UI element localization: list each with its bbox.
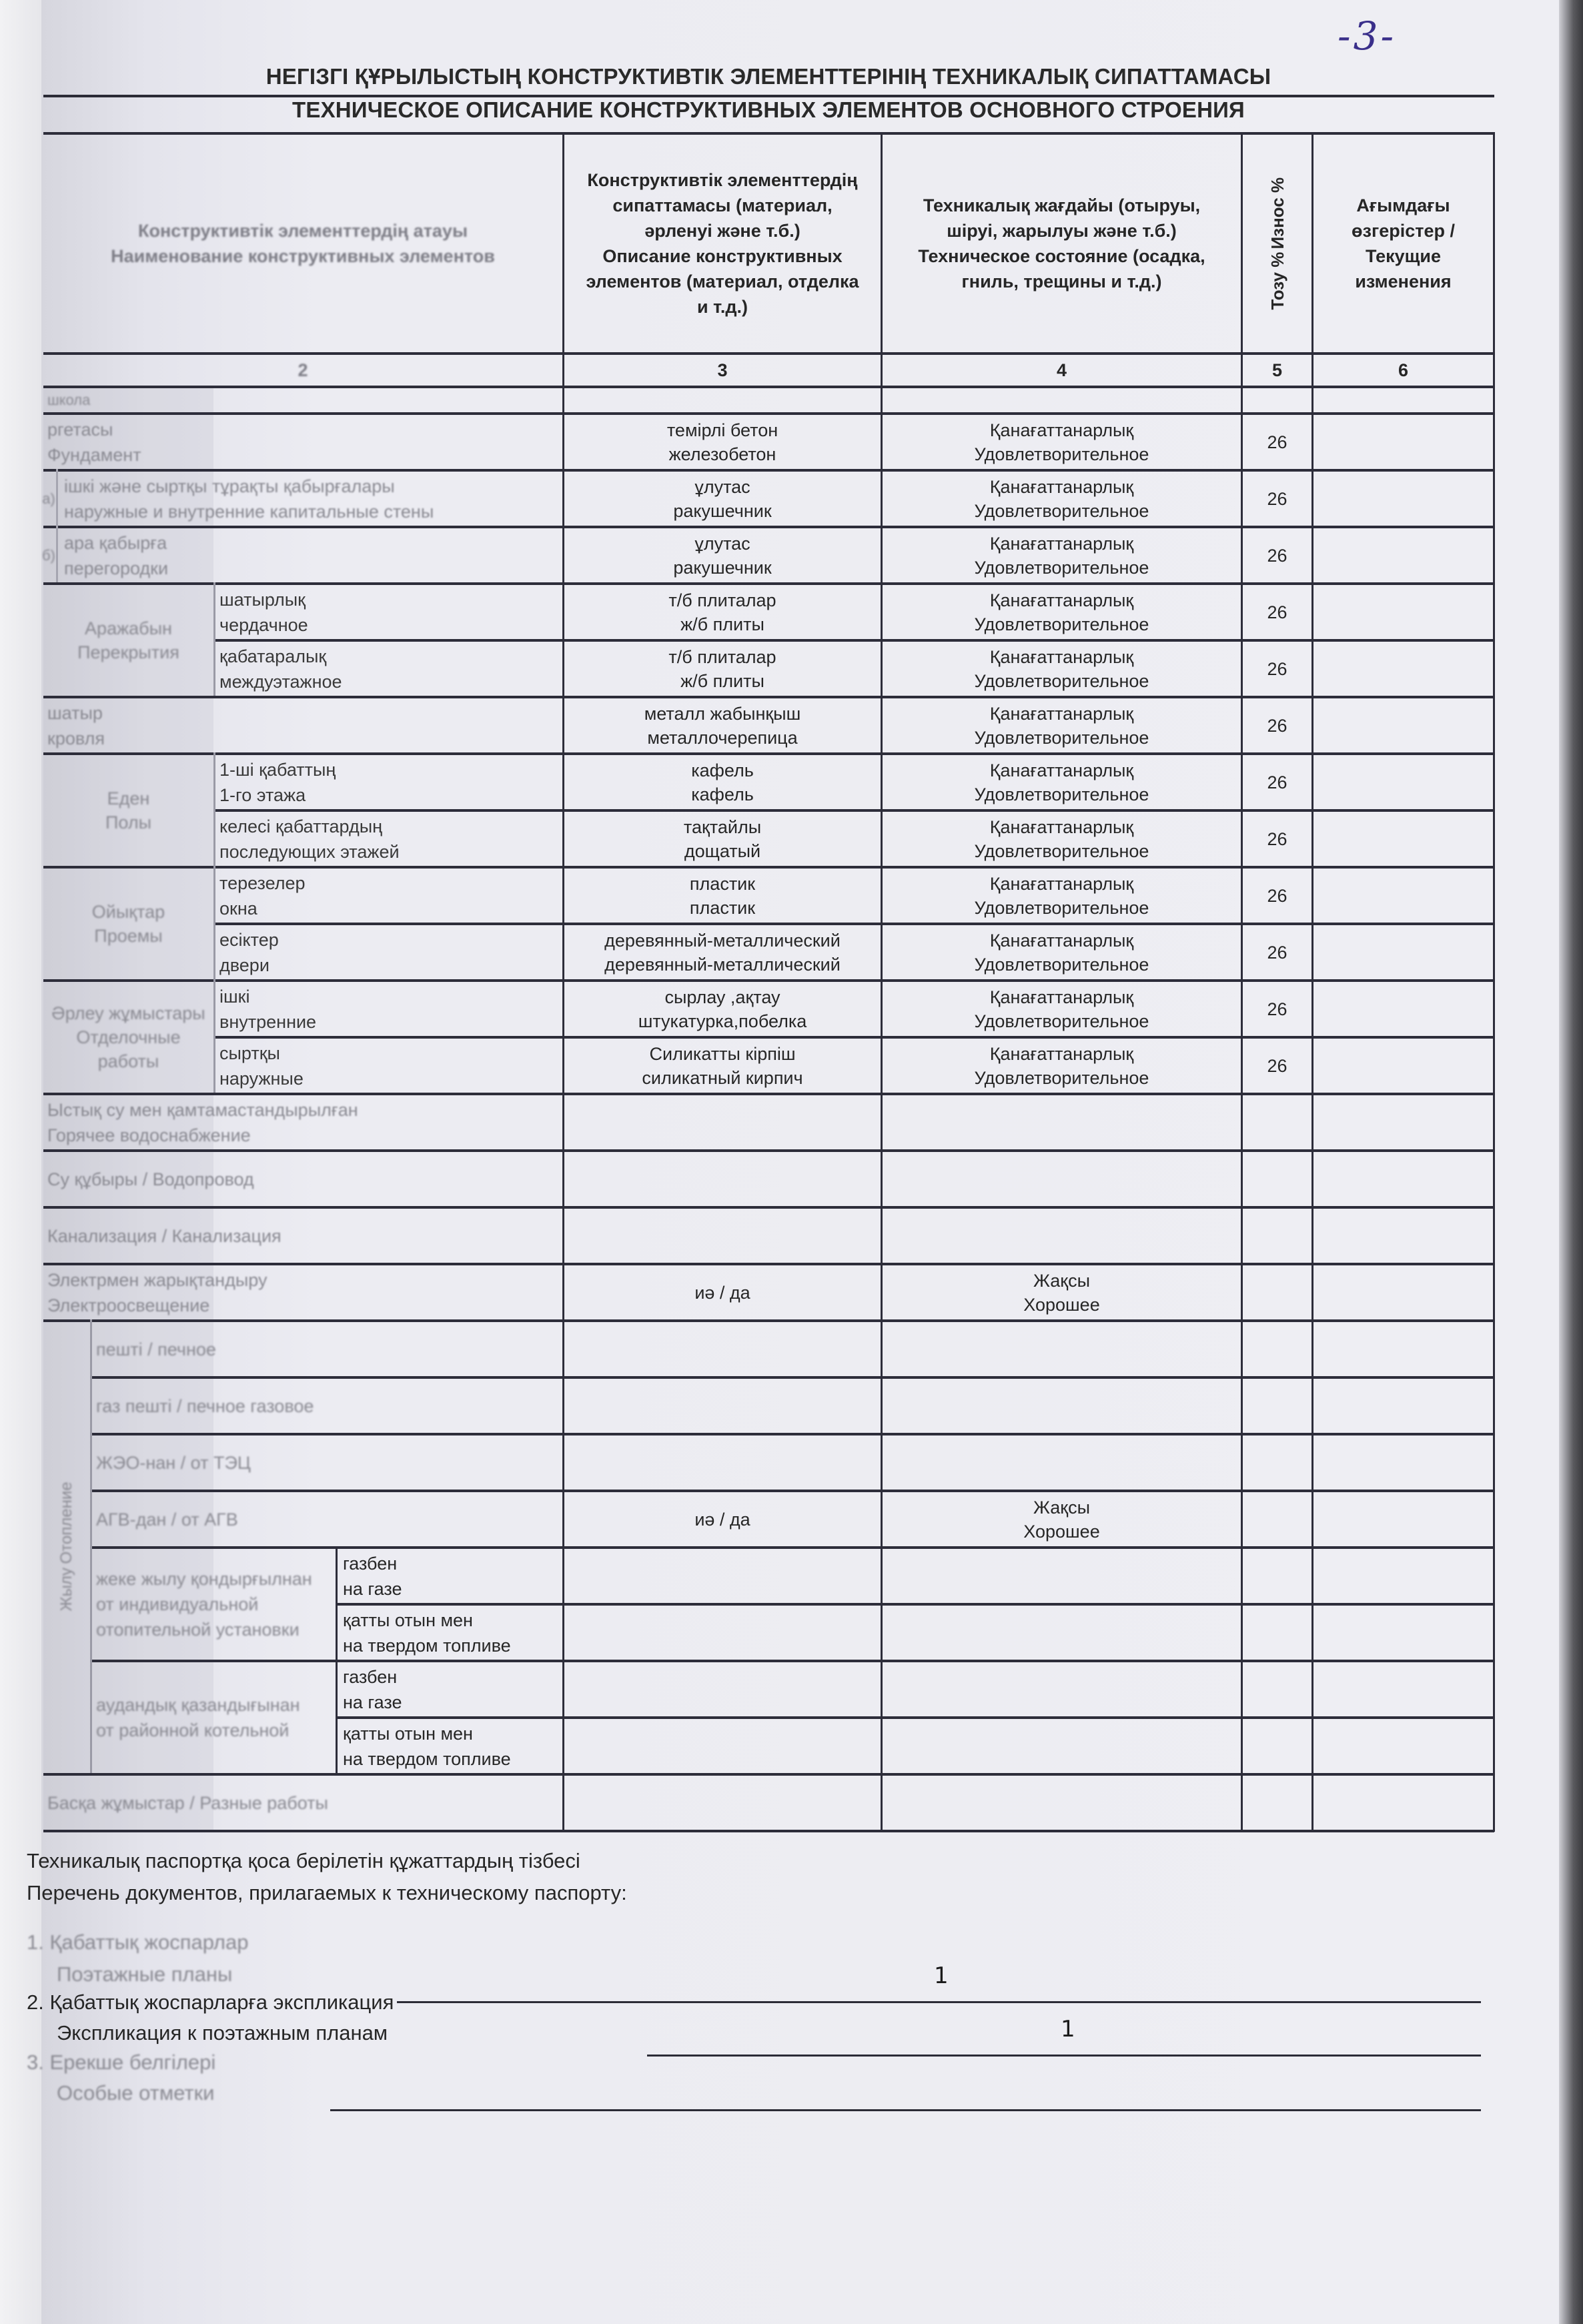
element-name-line: окна: [219, 896, 257, 921]
element-name-line: келесі қабаттардың: [219, 814, 382, 839]
title-kz: НЕГІЗГІ ҚҰРЫЛЫСТЫҢ КОНСТРУКТИВТІК ЭЛЕМЕНТТЕРІНІҢ ТЕХНИКАЛЫҚ СИПАТТАМАСЫ: [266, 64, 1271, 89]
header-line: Текущие: [1365, 246, 1442, 266]
cell-line: Удовлетворительное: [974, 840, 1149, 861]
other-works-label: Басқа жұмыстар / Разные работы: [47, 1792, 328, 1813]
material-cell: [564, 982, 881, 1036]
wear-percent: [1243, 1209, 1311, 1263]
cell-line: темірлі бетон: [666, 420, 778, 440]
condition-cell: [883, 982, 1241, 1036]
fuel-type-line: на твердом топливе: [343, 1635, 511, 1656]
cell-line: Перекрытия: [77, 642, 179, 662]
header-line: изменения: [1355, 271, 1452, 292]
condition-cell: [883, 925, 1241, 979]
material-cell: [564, 1265, 881, 1319]
wear-percent: [1243, 1095, 1311, 1149]
cell-line: Хорошее: [1023, 1294, 1100, 1315]
current-changes: [1313, 642, 1493, 696]
element-name: [215, 868, 562, 923]
heating-source-line: от индивидуальной: [96, 1594, 259, 1614]
element-name: [215, 585, 562, 639]
element-name-line: двери: [219, 953, 270, 978]
material-cell: [564, 1322, 881, 1376]
attachments-heading-kz: Техникалық паспортқа қоса берілетін құжаттардың тізбесі: [27, 1849, 580, 1872]
scan-right-edge: [1559, 0, 1583, 2324]
cell-line: работы: [97, 1051, 159, 1071]
element-name-line: 1-го этажа: [219, 782, 306, 808]
heating-type-name: ЖЭО-нан / от ТЭЦ: [96, 1452, 251, 1473]
element-name-line: последующих этажей: [219, 839, 400, 864]
wear-percent: 26: [1267, 772, 1287, 792]
cell-line: Удовлетворительное: [974, 500, 1149, 521]
row-group-label: [43, 585, 213, 696]
material-cell: [564, 585, 881, 639]
cell-line: кафель: [691, 760, 754, 780]
cell-line: Қанағаттанарлық: [989, 590, 1134, 610]
header-col2-ru: Наименование конструктивных элементов: [111, 246, 495, 266]
cell-line: Жақсы: [1033, 1497, 1090, 1518]
wear-percent: 26: [1267, 1055, 1287, 1076]
heating-type-name: пештi / печное: [96, 1339, 216, 1359]
cell-line: Әрлеу жұмыстары: [51, 1003, 205, 1023]
current-changes: [1313, 415, 1493, 469]
current-changes: [1313, 925, 1493, 979]
fuel-type: [339, 1662, 562, 1716]
element-name-line: сыртқы: [219, 1041, 280, 1066]
cell-line: Удовлетворительное: [974, 557, 1149, 578]
element-name: [215, 925, 562, 979]
attachment-2-value: 1: [1061, 2016, 1075, 2043]
element-name-line: Горячее водоснабжение: [47, 1125, 251, 1145]
condition-cell: [883, 1492, 1241, 1546]
cell-line: железобетон: [668, 444, 776, 464]
cell-line: Полы: [105, 812, 151, 832]
element-name-line: қабатаралық: [219, 644, 326, 669]
fuel-type-line: на газе: [343, 1578, 402, 1599]
cell-line: ж/б плиты: [680, 614, 764, 634]
header-col3: [564, 135, 881, 352]
attachment-2-kz: 2. Қабаттық жоспарларға экспликация: [27, 1990, 394, 2014]
condition-cell: [883, 1209, 1241, 1263]
cell-line: Удовлетворительное: [974, 954, 1149, 975]
cell-line: Қанағаттанарлық: [989, 646, 1134, 667]
wear-percent: 26: [1267, 488, 1287, 509]
cell-line: Проемы: [94, 926, 163, 946]
heating-group-line: Отопление: [57, 1481, 75, 1564]
table-bottom-border: [43, 1830, 1494, 1832]
element-name: [60, 472, 560, 526]
header-line: әрленуі және т.б.): [644, 221, 801, 241]
cell-line: Удовлетворительное: [974, 727, 1149, 748]
attachment-1-line: [397, 2001, 1481, 2003]
element-name: [43, 698, 562, 752]
material-cell: [564, 812, 881, 866]
row-marker: б): [42, 546, 55, 564]
fuel-type: [339, 1606, 562, 1660]
condition-cell: [883, 585, 1241, 639]
condition-cell: [883, 415, 1241, 469]
material-cell: [564, 868, 881, 923]
current-changes: [1313, 698, 1493, 752]
header-line: сипаттамасы (материал,: [612, 195, 833, 215]
colnum-5: 5: [1271, 360, 1283, 380]
material-cell: [564, 1209, 881, 1263]
cell-line: Удовлетворительное: [974, 1011, 1149, 1031]
current-changes: [1313, 868, 1493, 923]
element-name: [43, 1095, 562, 1149]
element-name-line: шатыр: [47, 702, 103, 723]
material-cell: [564, 1435, 881, 1490]
material-cell: [564, 642, 881, 696]
header-line: и т.д.): [696, 297, 748, 317]
element-name: [43, 1265, 562, 1319]
header-line: элементов (материал, отделка: [586, 271, 859, 292]
element-name-line: Фундамент: [47, 444, 141, 465]
element-name-line: ара қабырға: [64, 532, 167, 553]
header-line: Описание конструктивных: [602, 246, 843, 266]
attachments-heading-ru: Перечень документов, прилагаемых к техническому паспорту:: [27, 1881, 627, 1904]
heating-group-text: [57, 1482, 77, 1612]
wear-percent: 26: [1267, 715, 1287, 736]
wear-percent: [1243, 1152, 1311, 1206]
fuel-type-line: на газе: [343, 1692, 402, 1712]
element-name: [215, 812, 562, 866]
element-name: [215, 755, 562, 809]
heating-source-name: [92, 1662, 334, 1773]
condition-cell: [883, 642, 1241, 696]
header-line: Ағымдағы: [1356, 195, 1450, 215]
material-cell: [564, 1039, 881, 1093]
material-cell: [564, 1379, 881, 1433]
cell-line: Қанағаттанарлық: [989, 476, 1134, 497]
element-name-line: терезелер: [219, 870, 306, 896]
element-name-line: 1-ші қабаттың: [219, 757, 336, 782]
material-cell: [564, 1152, 881, 1206]
cell-line: Жақсы: [1033, 1270, 1090, 1291]
cell-line: дощатый: [684, 840, 761, 861]
title-ru: ТЕХНИЧЕСКОЕ ОПИСАНИЕ КОНСТРУКТИВНЫХ ЭЛЕМЕНТОВ ОСНОВНОГО СТРОЕНИЯ: [292, 97, 1245, 122]
cell-line: иә / да: [694, 1282, 750, 1303]
cell-line: пластик: [689, 897, 756, 918]
cell-line: ұлутас: [694, 476, 750, 497]
heating-type-name: газ пештi / печное газовое: [96, 1395, 314, 1416]
cell-line: Удовлетворительное: [974, 670, 1149, 691]
wear-percent: 26: [1267, 545, 1287, 566]
header-col2-kz: Конструктивтік элементтердің атауы: [137, 221, 468, 241]
wear-percent: 26: [1267, 432, 1287, 452]
table-right-border: [1493, 132, 1495, 1832]
cell-line: Қанағаттанарлық: [989, 930, 1134, 951]
attachment-1-value: 1: [934, 1962, 949, 1989]
header-line: Техникалық жағдайы (отыруы,: [923, 195, 1201, 215]
element-name-line: внутренние: [219, 1009, 316, 1035]
element-name-line: междуэтажное: [219, 669, 342, 694]
current-changes: [1313, 1209, 1493, 1263]
condition-cell: [883, 1379, 1241, 1433]
cell-line: Удовлетворительное: [974, 1067, 1149, 1088]
heating-source-line: отопительной установки: [96, 1620, 300, 1640]
handwritten-page-number: -3-: [1338, 13, 1397, 59]
attachment-1-kz: 1. Қабаттық жоспарлар: [27, 1930, 249, 1954]
condition-cell: [883, 1095, 1241, 1149]
colnum-4: 4: [1056, 360, 1067, 380]
cell-line: ұлутас: [694, 533, 750, 554]
cell-line: Қанағаттанарлық: [989, 873, 1134, 894]
condition-cell: [883, 1435, 1241, 1490]
header-col6: [1313, 135, 1493, 352]
cell-line: ракушечник: [673, 557, 772, 578]
cell-line: Еден: [107, 788, 150, 808]
cell-line: Қанағаттанарлық: [989, 760, 1134, 780]
header-line: Износ %: [1267, 177, 1287, 249]
material-cell: [564, 1095, 881, 1149]
cell-line: Қанағаттанарлық: [989, 533, 1134, 554]
cell-line: кафель: [691, 784, 754, 804]
heating-type-name: АГВ-дан / от АГВ: [96, 1509, 238, 1530]
material-cell: [564, 698, 881, 752]
element-name: [43, 415, 562, 469]
cell-line: Удовлетворительное: [974, 614, 1149, 634]
current-changes: [1313, 982, 1493, 1036]
element-name: [215, 1039, 562, 1093]
wear-percent: 26: [1267, 602, 1287, 622]
material-cell: [564, 415, 881, 469]
colnum-3: 3: [717, 360, 728, 380]
cell-line: металл жабынқыш: [644, 703, 801, 724]
marker-divider: [56, 469, 58, 582]
row-group-label: [43, 982, 213, 1093]
element-name-line: перегородки: [64, 558, 169, 578]
element-name-line: есіктер: [219, 927, 279, 953]
cell-line: Удовлетворительное: [974, 784, 1149, 804]
cell-line: т/б плиталар: [668, 646, 776, 667]
fuel-type-line: қатты отын мен: [343, 1610, 473, 1630]
cell-line: ракушечник: [673, 500, 772, 521]
current-changes: [1313, 585, 1493, 639]
cell-line: Қанағаттанарлық: [989, 1043, 1134, 1064]
heating-source-line: аудандық қазандығынан: [96, 1695, 300, 1715]
cell-line: Қанағаттанарлық: [989, 420, 1134, 440]
material-cell: [564, 925, 881, 979]
attachment-3-line: [330, 2109, 1481, 2111]
header-line: Техническое состояние (осадка,: [918, 246, 1205, 266]
condition-cell: [883, 1265, 1241, 1319]
colnum-6: 6: [1398, 360, 1409, 380]
heating-source-line: жеке жылу қондырғылнан: [96, 1569, 312, 1589]
cell-line: Қанағаттанарлық: [989, 987, 1134, 1007]
colnum-2: 2: [298, 360, 308, 380]
element-name-line: шатырлық: [219, 587, 306, 612]
header-line: Конструктивтік элементтердің: [587, 170, 858, 190]
heating-source-line: от районной котельной: [96, 1720, 290, 1740]
material-cell: иә / да: [694, 1509, 750, 1530]
cell-line: силикатный кирпич: [642, 1067, 803, 1088]
material-cell: [564, 528, 881, 582]
wear-percent: 26: [1267, 999, 1287, 1019]
element-name: [43, 1209, 562, 1263]
header-line: шіруі, жарылуы және т.б.): [947, 221, 1177, 241]
current-changes: [1313, 755, 1493, 809]
header-line: Тозу %: [1267, 251, 1287, 310]
element-name: [60, 528, 560, 582]
cell-line: Удовлетворительное: [974, 444, 1149, 464]
condition-cell: [883, 1322, 1241, 1376]
element-name-line: ргетасы: [47, 419, 113, 440]
element-name: [43, 1152, 562, 1206]
header-col2: [43, 135, 562, 352]
material-cell: [564, 472, 881, 526]
cell-line: Аражабын: [85, 618, 172, 638]
element-name-line: Электроосвещение: [47, 1295, 210, 1315]
current-changes: [1313, 472, 1493, 526]
element-name-line: Су құбыры / Водопровод: [47, 1169, 254, 1189]
element-name: [215, 642, 562, 696]
condition-cell: [883, 472, 1241, 526]
header-col5: [1243, 135, 1311, 352]
cell-line: сырлау ,ақтау: [664, 987, 780, 1007]
cell-line: т/б плиталар: [668, 590, 776, 610]
attachment-2-line: [647, 2055, 1481, 2057]
scan-left-margin: [0, 0, 41, 2324]
cell-line: Қанағаттанарлық: [989, 816, 1134, 837]
current-changes: [1313, 528, 1493, 582]
condition-cell: [883, 528, 1241, 582]
fuel-type: [339, 1549, 562, 1603]
heating-source-name: [92, 1549, 334, 1660]
cell-line: Отделочные: [76, 1027, 181, 1047]
fuel-type-line: на твердом топливе: [343, 1748, 511, 1769]
element-name-line: наружные и внутренние капитальные стены: [64, 501, 434, 522]
header-line: гниль, трещины и т.д.): [961, 271, 1162, 292]
wear-percent: [1243, 1265, 1311, 1319]
row-group-label: [43, 868, 213, 979]
attachment-1-ru: Поэтажные планы: [57, 1962, 233, 1986]
cell-line: Ойықтар: [91, 902, 165, 922]
attachment-2-ru: Экспликация к поэтажным планам: [57, 2021, 388, 2045]
wear-percent: 26: [1267, 658, 1287, 679]
cell-line: Қанағаттанарлық: [989, 703, 1134, 724]
heating-group-line: Жылу: [57, 1567, 75, 1612]
element-name-line: чердачное: [219, 612, 308, 638]
cell-line: деревянный-металлический: [604, 954, 841, 975]
cell-line: Силикатты кірпіш: [649, 1043, 796, 1064]
cell-line: деревянный-металлический: [604, 930, 841, 951]
material-cell: [564, 755, 881, 809]
condition-cell: [883, 868, 1241, 923]
wear-percent: 26: [1267, 885, 1287, 906]
element-name-line: Ыстық су мен қамтамастандырылған: [47, 1099, 358, 1120]
cell-line: Хорошее: [1023, 1521, 1100, 1542]
wear-percent: 26: [1267, 942, 1287, 963]
current-changes: [1313, 1152, 1493, 1206]
element-name-line: наружные: [219, 1066, 304, 1091]
cell-line: тақтайлы: [683, 816, 762, 837]
row-group-label: [43, 755, 213, 866]
header-col4: [883, 135, 1241, 352]
cell-line: ж/б плиты: [680, 670, 764, 691]
wear-percent: 26: [1267, 828, 1287, 849]
cell-line: пластик: [689, 873, 756, 894]
subcol-divider: [336, 1546, 338, 1773]
element-name-line: Канализация / Канализация: [47, 1225, 282, 1246]
fuel-type: [339, 1719, 562, 1773]
condition-cell: [883, 1039, 1241, 1093]
fuel-type-line: газбен: [343, 1666, 398, 1687]
element-name: [215, 982, 562, 1036]
element-name-line: Электрмен жарықтандыру: [47, 1269, 268, 1290]
cell-line: Удовлетворительное: [974, 897, 1149, 918]
header-line: өзгерістер /: [1352, 221, 1455, 241]
condition-cell: [883, 755, 1241, 809]
condition-cell: [883, 698, 1241, 752]
cell-line: штукатурка,побелка: [638, 1011, 807, 1031]
current-changes: [1313, 812, 1493, 866]
heating-group-label: [43, 1322, 90, 1770]
condition-cell: [883, 812, 1241, 866]
current-changes: [1313, 1265, 1493, 1319]
element-name-line: ішкі: [219, 984, 249, 1009]
element-name-line: кровля: [47, 728, 105, 748]
attachment-3-kz: 3. Ерекше белгілері: [27, 2051, 216, 2074]
element-name-line: ішкі және сыртқы тұрақты қабырғалары: [64, 476, 395, 496]
current-changes: [1313, 1095, 1493, 1149]
fuel-type-line: газбен: [343, 1553, 398, 1574]
fuel-type-line: қатты отын мен: [343, 1723, 473, 1744]
condition-cell: [883, 1152, 1241, 1206]
cell-line: металлочерепица: [647, 727, 798, 748]
row-marker: а): [42, 490, 55, 507]
section-label: школа: [47, 392, 91, 408]
attachment-3-ru: Особые отметки: [57, 2081, 215, 2105]
current-changes: [1313, 1039, 1493, 1093]
